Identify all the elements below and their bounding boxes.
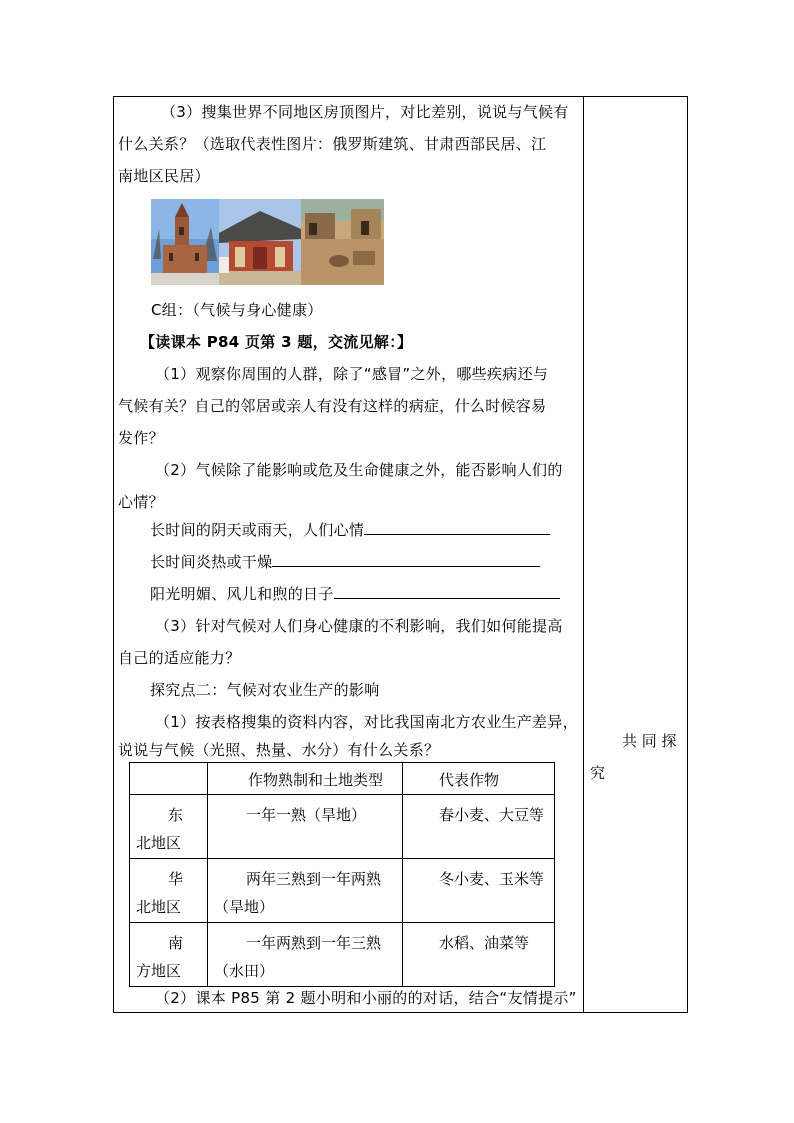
crops-cell: 春小麦、大豆等 — [403, 795, 555, 859]
fill-line-1 — [150, 520, 550, 540]
point-two-heading: 探究点二：气候对农业生产的影响 — [150, 681, 380, 699]
region-cell: 华 北地区 — [130, 859, 208, 923]
crops-cell: 冬小麦、玉米等 — [403, 859, 555, 923]
region-cell: 东 北地区 — [130, 795, 208, 859]
system-cell: 两年三熟到一年两熟 （旱地） — [208, 859, 403, 923]
chinese-house-photo — [219, 199, 301, 285]
fill-2-text: 长时间炎热或干燥 — [150, 553, 273, 571]
system-cell: 一年两熟到一年三熟 （水田） — [208, 923, 403, 987]
side-note — [590, 725, 684, 789]
p2q2-line: （2）课本 P85 第 2 题小明和小丽的的对话，结合“友情提示” — [155, 989, 577, 1007]
c1-line-3: 发作？ — [118, 429, 164, 447]
fill-3-blank[interactable] — [334, 584, 560, 599]
system-cell: 一年一熟（旱地） — [208, 795, 403, 859]
read-instruction: 【读课本 P84 页第 3 题，交流见解：】 — [140, 333, 413, 351]
q3-line-3: 南地区民居） — [118, 167, 210, 185]
side-note-line-2: 究 — [590, 764, 606, 782]
table-row — [130, 795, 555, 859]
c1-line-1: （1）观察你周围的人群，除了“感冒”之外，哪些疾病还与 — [155, 365, 549, 383]
fill-line-3 — [150, 584, 560, 604]
p2q1-line-2: 说说与气候（光照、热量、水分）有什么关系？ — [118, 741, 440, 759]
group-c-heading: C组：（气候与身心健康） — [151, 301, 323, 319]
agriculture-table — [129, 762, 555, 987]
fill-3-text: 阳光明媚、风儿和煦的日子 — [150, 585, 334, 603]
c2-line-2: 心情？ — [118, 493, 164, 511]
fill-1-text: 长时间的阴天或雨天，人们心情 — [150, 521, 365, 539]
side-note-line-1: 共 同 探 — [622, 732, 677, 750]
header-cell-system: 作物熟制和土地类型 — [208, 763, 403, 795]
fill-line-2 — [150, 552, 540, 572]
q3-line-2: 什么关系？（选取代表性图片：俄罗斯建筑、甘肃西部民居、江 — [118, 135, 547, 153]
q3-line-1: （3）搜集世界不同地区房顶图片，对比差别，说说与气候有 — [161, 103, 569, 121]
header-cell-region — [130, 763, 208, 795]
table-row — [130, 859, 555, 923]
c3-line-1: （3）针对气候对人们身心健康的不利影响，我们如何能提高 — [155, 617, 563, 635]
header-cell-crops: 代表作物 — [403, 763, 555, 795]
fill-2-blank[interactable] — [272, 552, 540, 567]
crops-cell: 水稻、油菜等 — [403, 923, 555, 987]
roof-photos — [151, 199, 384, 285]
c1-line-2: 气候有关？自己的邻居或亲人有没有这样的病症，什么时候容易 — [118, 397, 547, 415]
region-cell: 南 方地区 — [130, 923, 208, 987]
column-divider — [583, 96, 584, 1013]
p2q1-line-1: （1）按表格搜集的资料内容，对比我国南北方农业生产差异， — [155, 713, 578, 731]
courtyard-photo — [301, 199, 384, 285]
fill-1-blank[interactable] — [364, 520, 550, 535]
table-row — [130, 923, 555, 987]
table-header-row — [130, 763, 555, 795]
c3-line-2: 自己的适应能力？ — [118, 649, 241, 667]
c2-line-1: （2）气候除了能影响或危及生命健康之外，能否影响人们的 — [155, 461, 563, 479]
church-photo — [151, 199, 219, 285]
